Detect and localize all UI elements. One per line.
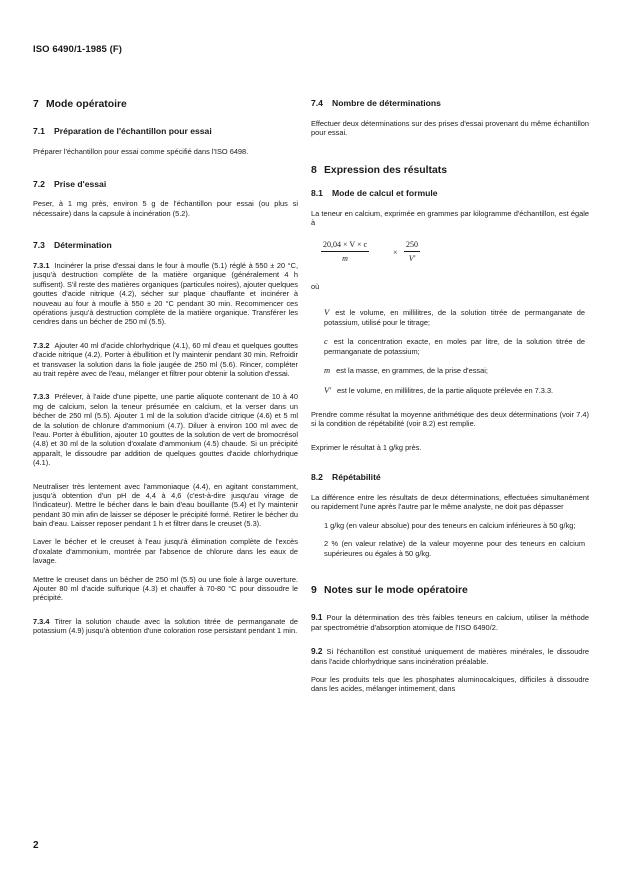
fraction-2 xyxy=(404,240,420,264)
paragraph: Prendre comme résultat la moyenne arithmétique des deux déterminations (voir 7.4) si la condition de répétabilité (voir 8.2) est remplie. xyxy=(311,409,589,429)
subsection-number: 7.3.2 xyxy=(33,340,50,350)
section-number: 9 xyxy=(311,584,317,596)
paragraph: La différence entre les résultats de deux déterminations, effectuées simultanément ou rapidement l'une après l'autre par le même analyste, ne doit pas dépasser xyxy=(311,492,589,512)
paragraph-7-3-4 xyxy=(33,617,298,636)
paragraph: Peser, à 1 mg près, environ 5 g de l'échantillon pour essai (ou plus si nécessaire) dans la capsule à incinération (5.2). xyxy=(33,199,298,218)
subsection-number: 7.3.1 xyxy=(33,261,50,271)
repeatability-item: 2 % (en valeur relative) de la valeur moyenne pour des teneurs en calcium supérieures ou égales à 50 g/kg. xyxy=(324,539,585,558)
paragraph: Mettre le creuset dans un bécher de 250 ml (5.5) ou une fiole à large ouverture. Ajouter 80 ml d'acide sulfurique (4.3) et chauffer à 70-80 °C pour dissoudre le précipité. xyxy=(33,574,298,603)
symbol: c xyxy=(324,336,328,347)
section-title: Détermination xyxy=(54,240,112,251)
section-title: Préparation de l'échantillon pour essai xyxy=(54,126,212,137)
section-number: 7.1 xyxy=(33,126,45,137)
paragraph-text: Incinérer la prise d'essai dans le four à moufle (5.1) réglé à 550 ± 20 °C, jusqu'à destruction complète de la matière organique (généralement 4 h suffisent). S'il reste des matières organiques (particules noires), ajouter quelques gouttes d'acide nitrique (4.2), sécher sur plaque chauffante et incinérer à nouveau au four à moufle à 550 ± 20 °C pendant 30 min. Recommencer ces opérations jusqu'à destruction complète de la matière organique. Transférer les cendres dans un bécher de 250 ml (5.5). xyxy=(33,261,298,327)
paragraph: Effectuer deux déterminations sur des prises d'essai provenant du même échantillon pour essai. xyxy=(311,118,589,138)
section-number: 7.4 xyxy=(311,98,323,108)
subsection-number: 7.3.3 xyxy=(33,392,50,402)
section-7-2-heading xyxy=(33,179,298,190)
section-title: Notes sur le mode opératoire xyxy=(324,584,468,596)
paragraph: Laver le bécher et le creuset à l'eau jusqu'à élimination complète de l'excès d'oxalate d'ammonium, montrée par l'absence de chlorure dans les eaux de lavage. xyxy=(33,537,298,566)
document-header: ISO 6490/1-1985 (F) xyxy=(33,44,123,55)
section-title: Nombre de déterminations xyxy=(332,98,441,108)
section-7-1-heading xyxy=(33,126,298,137)
paragraph-7-3-3 xyxy=(33,392,298,467)
note-number: 9.1 xyxy=(311,612,323,623)
left-column xyxy=(33,98,298,636)
symbol: V xyxy=(324,306,330,317)
section-title: Mode opératoire xyxy=(46,99,127,110)
page-number: 2 xyxy=(33,840,39,851)
section-8-2-heading xyxy=(311,472,589,483)
section-9-heading xyxy=(311,584,589,597)
paragraph: Préparer l'échantillon pour essai comme spécifié dans l'ISO 6498. xyxy=(33,147,249,157)
definition-v xyxy=(324,307,585,327)
section-number: 7 xyxy=(33,99,39,110)
section-7-4-heading xyxy=(311,98,589,109)
section-number: 8.2 xyxy=(311,472,323,483)
paragraph: La teneur en calcium, exprimée en grammes par kilogramme d'échantillon, est égale à xyxy=(311,208,589,228)
paragraph-7-3-2 xyxy=(33,341,298,379)
right-column xyxy=(311,98,589,694)
numerator: 250 xyxy=(404,240,420,252)
section-number: 8.1 xyxy=(311,187,323,198)
subsection-number: 7.3.4 xyxy=(33,616,50,626)
definition-text: est la concentration exacte, en moles par litre, de la solution titrée de permanganate de potassium; xyxy=(324,337,585,356)
definition-v-prime xyxy=(324,385,585,396)
note-text: Si l'échantillon est constitué uniquement de matières minérales, le dissoudre dans l'acide chlorhydrique sans incinération préalable. xyxy=(311,647,589,666)
note-9-2 xyxy=(311,646,589,666)
paragraph-text: Prélever, à l'aide d'une pipette, une partie aliquote contenant de 10 à 40 mg de calcium, selon la teneur présumée en calcium, et la verser dans un bécher de 250 ml (5.5). Ajouter 1 ml de la solution d'acide citrique (4.6) et 5 ml de la solution de chlorure d'ammonium (4.7). Diluer à environ 100 ml avec de l'eau. Porter à ébullition, ajouter 10 gouttes de la solution de vert de bromocrésol (4.8) et 30 ml de la solution d'oxalate d'ammonium (4.5) chaude. Si un précipité apparaît, le dissoudre par addition de quelques gouttes d'acide chlorhydrique (4.1). xyxy=(33,392,298,468)
note-number: 9.2 xyxy=(311,646,323,657)
section-7-heading xyxy=(33,98,298,111)
calcium-formula xyxy=(321,240,589,274)
definition-text: est le volume, en millilitres, de la solution titrée de permanganate de potassium, utilisé pour le titrage; xyxy=(324,307,585,327)
note-text: Pour la détermination des très faibles teneurs en calcium, utiliser la méthode par spectrométrie d'absorption atomique de l'ISO 6490/2. xyxy=(311,613,589,632)
section-title: Répétabilité xyxy=(332,472,381,483)
definition-text: est la masse, en grammes, de la prise d'essai; xyxy=(336,366,488,376)
definition-m xyxy=(324,365,585,376)
section-8-heading xyxy=(311,164,589,177)
section-title: Prise d'essai xyxy=(54,178,107,189)
repeatability-item: 1 g/kg (en valeur absolue) pour des teneurs en calcium inférieures à 50 g/kg; xyxy=(324,520,576,530)
definition-text: est le volume, en millilitres, de la partie aliquote prélevée en 7.3.3. xyxy=(337,386,554,396)
section-8-1-heading xyxy=(311,188,589,199)
where-label: où xyxy=(311,281,320,291)
section-number: 7.2 xyxy=(33,178,45,189)
note-9-1 xyxy=(311,612,589,632)
paragraph-text: Ajouter 40 ml d'acide chlorhydrique (4.1), 60 ml d'eau et quelques gouttes d'acide nitrique (4.2). Porter à ébullition et l'y maintenir pendant 30 min. Refroidir et transvaser la solution dans la fiole jaugée de 250 ml (5.6). Rincer, compléter au trait repère avec de l'eau, mélanger et filtrer pour obtenir la solution d'essai. xyxy=(33,340,298,378)
denominator: V' xyxy=(408,253,416,263)
section-number: 7.3 xyxy=(33,240,45,251)
symbol: V' xyxy=(324,385,332,396)
definition-c xyxy=(324,336,585,356)
paragraph: Neutraliser très lentement avec l'ammoniaque (4.4), en agitant constamment, jusqu'à obtention d'un pH de 4,4 à 4,6 (c'est-à-dire jusqu'au virage de l'indicateur). Mettre le bécher dans le bain d'eau bouillante (5.4) et l'y maintenir pendant 30 min afin de laisser se déposer le précipité formé. Retirer le bécher du bain d'eau. Laisser reposer pendant 1 h et filtrer dans le creuset (5.3). xyxy=(33,481,298,529)
fraction-1 xyxy=(321,240,369,264)
times-sign: × xyxy=(393,247,398,257)
paragraph-text: Titrer la solution chaude avec la solution titrée de permanganate de potassium (4.9) jusqu'à obtention d'une coloration rose persistant pendant 1 min. xyxy=(33,616,298,636)
symbol: m xyxy=(324,365,331,376)
section-number: 8 xyxy=(311,164,317,176)
numerator: 20,04 × V × c xyxy=(321,240,369,252)
paragraph: Pour les produits tels que les phosphates aluminocalciques, difficiles à dissoudre dans les acides, mélanger intimement, dans xyxy=(311,674,589,694)
section-7-3-heading xyxy=(33,240,298,251)
section-title: Expression des résultats xyxy=(324,164,448,176)
paragraph: Exprimer le résultat à 1 g/kg près. xyxy=(311,442,422,452)
denominator: m xyxy=(342,253,348,263)
paragraph-7-3-1 xyxy=(33,261,298,327)
section-title: Mode de calcul et formule xyxy=(332,187,438,198)
